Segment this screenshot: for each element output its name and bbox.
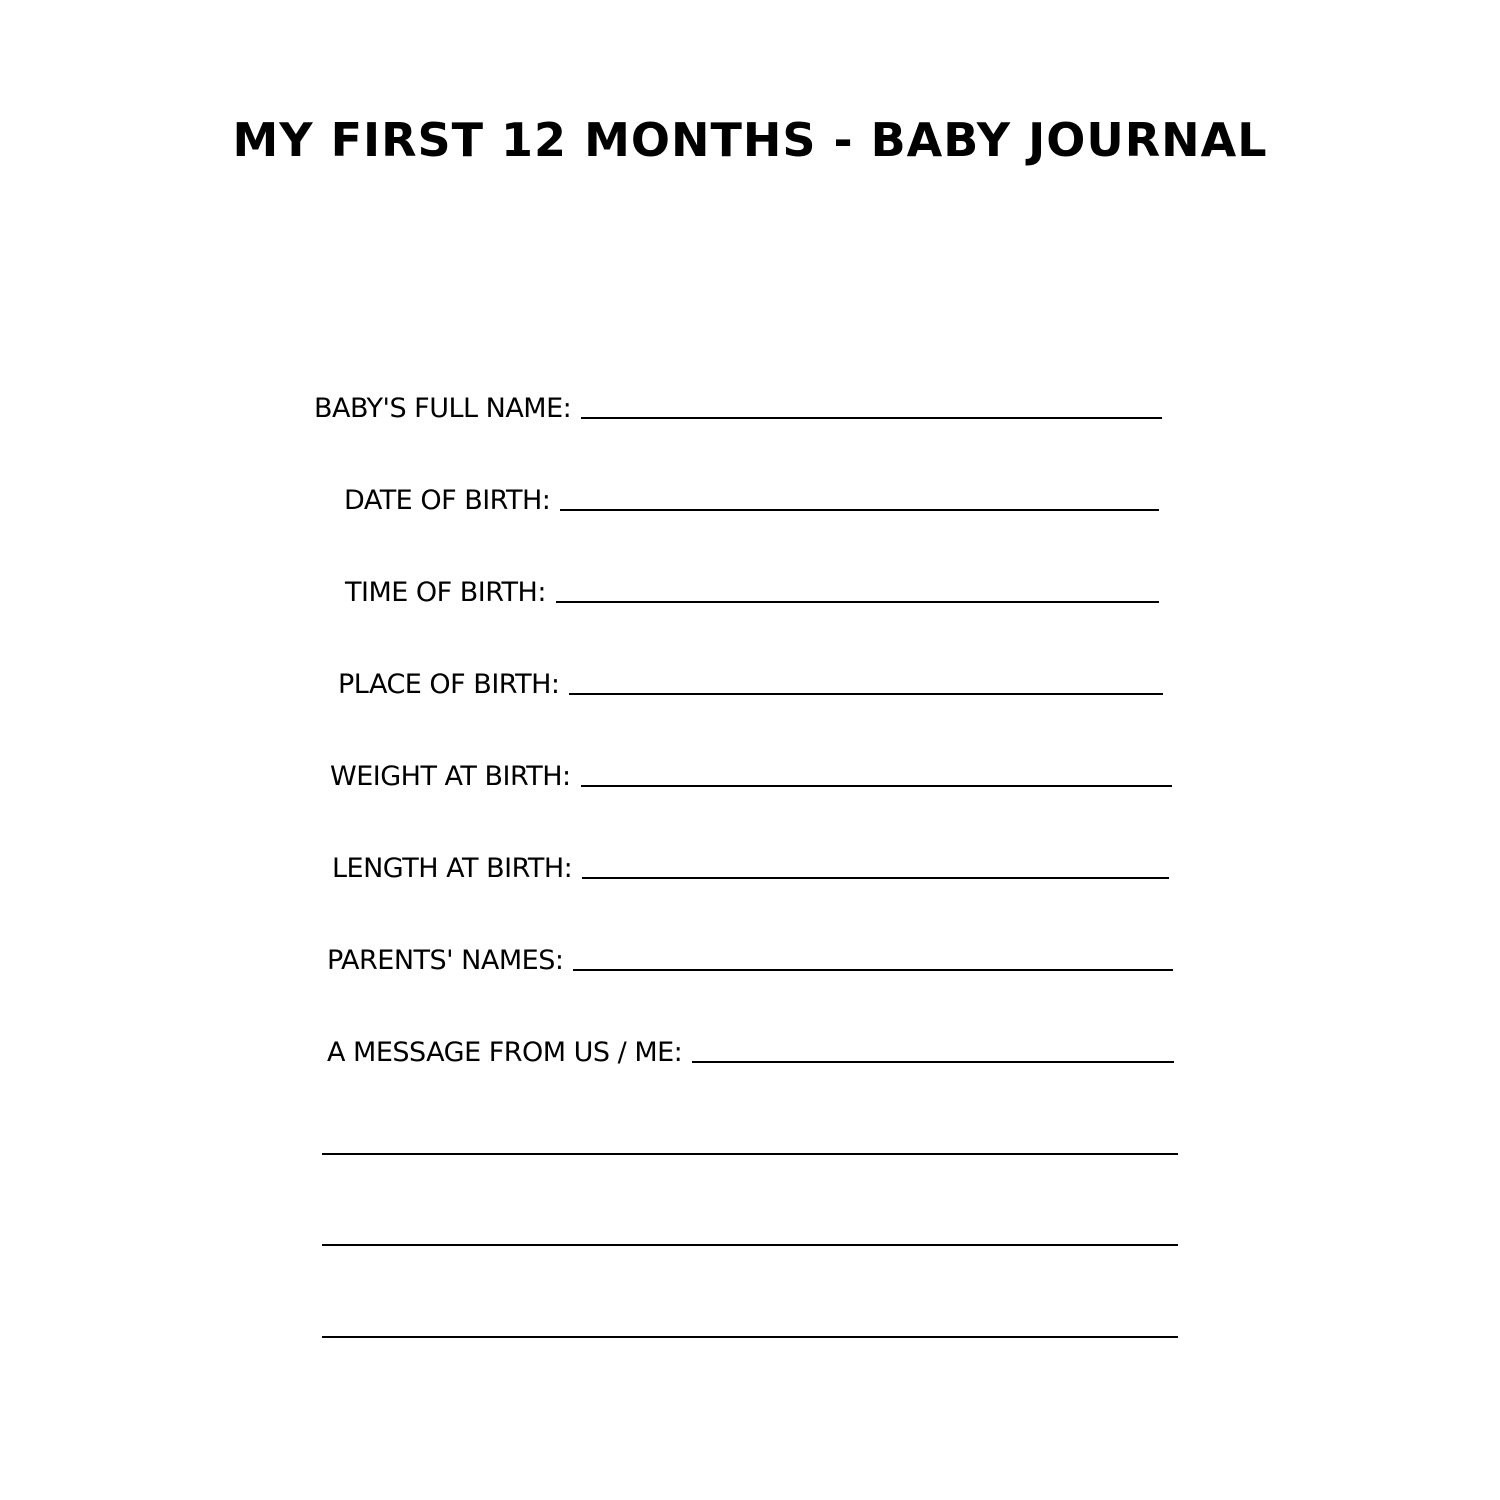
- field-length-at-birth: [332, 845, 1169, 885]
- field-label: DATE OF BIRTH:: [344, 485, 551, 516]
- field-label: PARENTS' NAMES:: [327, 945, 564, 976]
- field-label: PLACE OF BIRTH:: [338, 669, 560, 700]
- write-in-line[interactable]: [581, 417, 1162, 419]
- field-label: BABY'S FULL NAME:: [314, 393, 572, 424]
- field-message: [327, 1029, 1174, 1069]
- field-place-of-birth: [338, 661, 1163, 701]
- field-label: TIME OF BIRTH:: [345, 577, 546, 608]
- message-line[interactable]: [322, 1336, 1178, 1338]
- field-date-of-birth: [344, 477, 1159, 517]
- write-in-line[interactable]: [573, 969, 1173, 971]
- message-line[interactable]: [322, 1153, 1178, 1155]
- write-in-line[interactable]: [692, 1061, 1174, 1063]
- field-time-of-birth: [345, 569, 1159, 609]
- write-in-line[interactable]: [560, 509, 1159, 511]
- page-title: MY FIRST 12 MONTHS - BABY JOURNAL: [232, 113, 1268, 167]
- field-label: WEIGHT AT BIRTH:: [330, 761, 571, 792]
- field-weight-at-birth: [330, 753, 1172, 793]
- field-label: A MESSAGE FROM US / ME:: [327, 1037, 683, 1068]
- field-parents-names: [327, 937, 1173, 977]
- write-in-line[interactable]: [582, 877, 1169, 879]
- write-in-line[interactable]: [569, 693, 1163, 695]
- field-baby-full-name: [314, 385, 1162, 425]
- write-in-line[interactable]: [556, 601, 1159, 603]
- field-label: LENGTH AT BIRTH:: [332, 853, 573, 884]
- message-line[interactable]: [322, 1244, 1178, 1246]
- write-in-line[interactable]: [581, 785, 1172, 787]
